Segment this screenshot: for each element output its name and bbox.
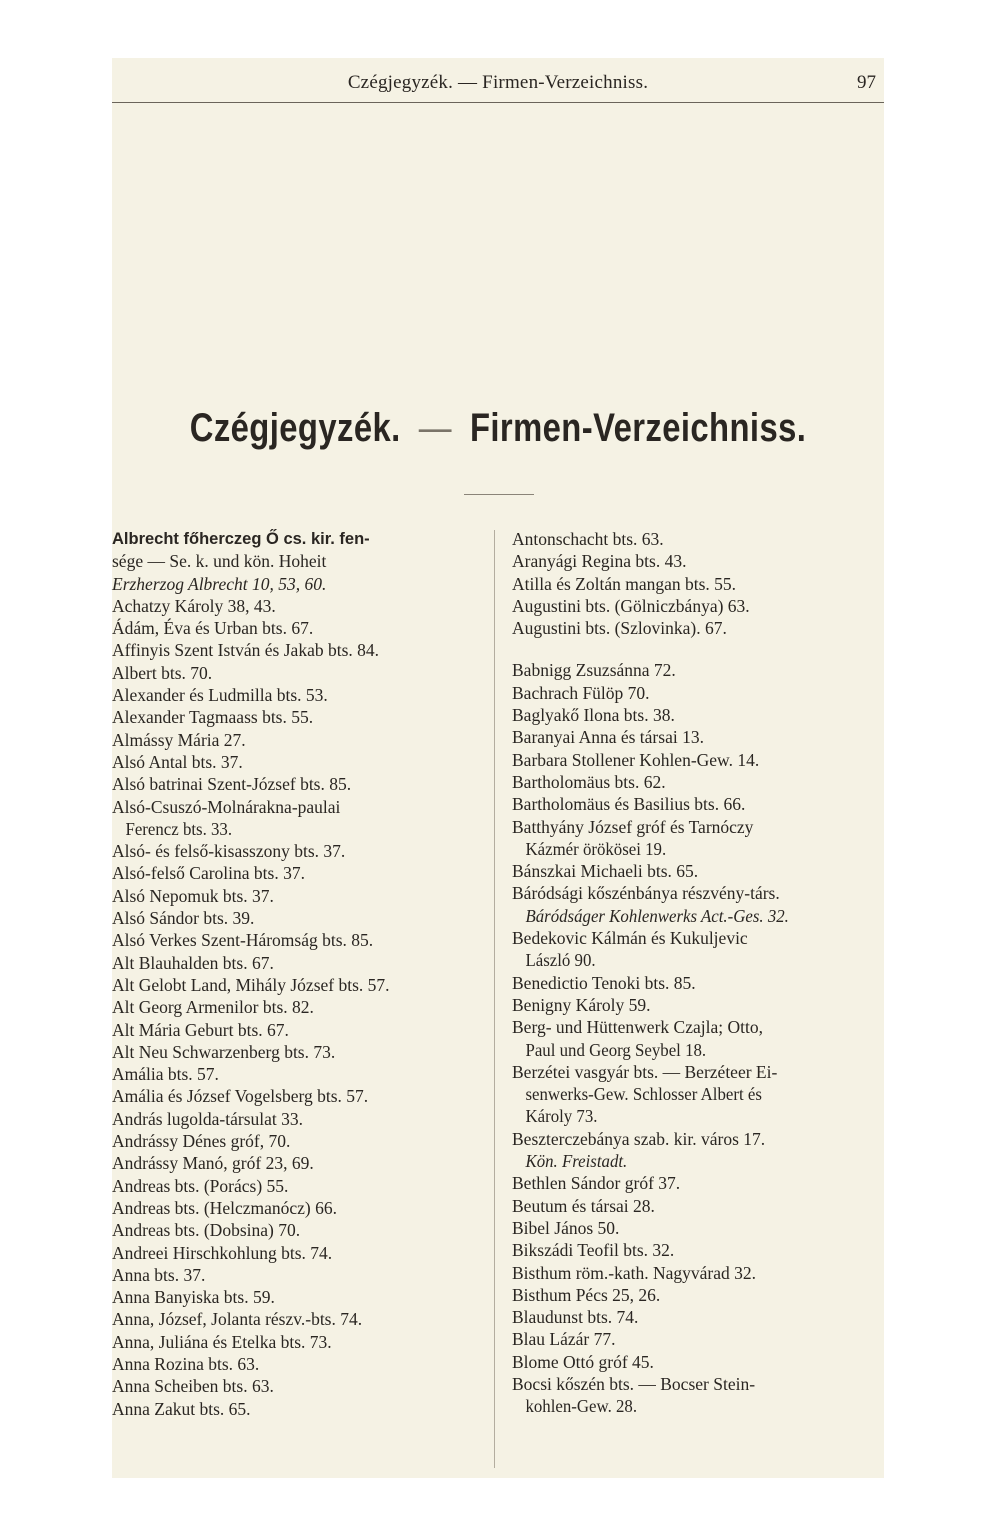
index-entry: Almássy Mária 27.	[112, 729, 246, 750]
index-entry: Alexander Tagmaass bts. 55.	[112, 707, 314, 728]
column-divider	[494, 530, 495, 1468]
index-entry: Baranyai Anna és társai 13.	[512, 727, 704, 748]
index-entry: Beutum és társai 28.	[512, 1195, 655, 1216]
right-column-b-group	[512, 659, 880, 1417]
index-entry: Bisthum röm.-kath. Nagyvárad 32.	[512, 1262, 756, 1283]
index-entry: Bisthum Pécs 25, 26.	[512, 1284, 661, 1305]
index-entry: Atilla és Zoltán mangan bts. 55.	[512, 573, 737, 594]
header-rule	[112, 102, 884, 103]
index-entry: Kázmér örökösei 19.	[525, 838, 667, 859]
index-entry: Andreas bts. (Helczmanócz) 66.	[112, 1197, 337, 1218]
index-entry: Alsó batrinai Szent-József bts. 85.	[112, 774, 352, 795]
index-entry: Alsó Sándor bts. 39.	[112, 908, 255, 929]
index-entry: Barbara Stollener Kohlen-Gew. 14.	[512, 749, 760, 770]
index-entry: Anna bts. 37.	[112, 1264, 206, 1285]
index-entry: Amália bts. 57.	[112, 1064, 219, 1085]
index-entry: Anna Banyiska bts. 59.	[112, 1287, 275, 1308]
index-entry: Benigny Károly 59.	[512, 994, 651, 1015]
index-entry: Bachrach Fülöp 70.	[512, 682, 650, 703]
right-column-a-group	[512, 528, 880, 639]
index-entry: Báródságer Kohlenwerks Act.-Ges. 32.	[525, 905, 789, 926]
index-entry: Kön. Freistadt.	[525, 1151, 628, 1172]
book-page	[112, 58, 884, 1478]
index-entry: Anna Zakut bts. 65.	[112, 1398, 251, 1419]
index-entry: kohlen-Gew. 28.	[525, 1396, 638, 1417]
group-gap	[512, 639, 880, 659]
index-entry: Ferencz bts. 33.	[125, 818, 233, 839]
index-entry: Andreei Hirschkohlung bts. 74.	[112, 1242, 333, 1263]
index-entry: Babnigg Zsuzsánna 72.	[512, 660, 676, 681]
index-entry: sége — Se. k. und kön. Hoheit	[112, 551, 327, 572]
index-entry: Károly 73.	[525, 1106, 598, 1127]
index-entry: Batthyány József gróf és Tarnóczy	[512, 816, 754, 837]
index-entry: Berg- und Hüttenwerk Czajla; Otto,	[512, 1017, 763, 1038]
right-column	[512, 528, 880, 1418]
index-entry: Albrecht főherczeg Ő cs. kir. fen-	[112, 530, 370, 548]
index-entry: Andreas bts. (Porács) 55.	[112, 1175, 289, 1196]
title-german: Firmen-Verzeichniss.	[469, 406, 807, 450]
index-entry: Alt Neu Schwarzenberg bts. 73.	[112, 1041, 336, 1062]
index-entry: Alsó Antal bts. 37.	[112, 751, 243, 772]
index-entry: Alt Georg Armenilor bts. 82.	[112, 997, 314, 1018]
index-entry: Berzétei vasgyár bts. — Berzéteer Ei-	[512, 1061, 778, 1082]
index-entry: Paul und Georg Seybel 18.	[525, 1039, 707, 1060]
index-entry: Alsó Verkes Szent-Háromság bts. 85.	[112, 930, 374, 951]
index-entry: Baglyakő Ilona bts. 38.	[512, 705, 675, 726]
index-entry: Anna Rozina bts. 63.	[112, 1353, 260, 1374]
index-entry: Augustini bts. (Gölniczbánya) 63.	[512, 595, 750, 616]
index-entry: Bikszádi Teofil bts. 32.	[512, 1240, 675, 1261]
index-entry: Andrássy Dénes gróf, 70.	[112, 1131, 291, 1152]
index-entry: Báródsági kőszénbánya részvény-társ.	[512, 883, 780, 904]
index-entry: Bethlen Sándor gróf 37.	[512, 1173, 681, 1194]
index-entry: Andrássy Manó, gróf 23, 69.	[112, 1153, 314, 1174]
index-entry: Anna Scheiben bts. 63.	[112, 1376, 274, 1397]
index-entry: Ádám, Éva és Urban bts. 67.	[112, 618, 314, 639]
index-entry: Alt Blauhalden bts. 67.	[112, 952, 274, 973]
index-entry: Blome Ottó gróf 45.	[512, 1351, 654, 1372]
index-entry: Alsó-Csuszó-Molnárakna-paulai	[112, 796, 341, 817]
index-entry: Alsó-felső Carolina bts. 37.	[112, 863, 305, 884]
index-entry: András lugolda-társulat 33.	[112, 1108, 303, 1129]
index-entry: Bánszkai Michaeli bts. 65.	[512, 861, 699, 882]
title-separator: —	[418, 406, 452, 450]
index-entry: Amália és József Vogelsberg bts. 57.	[112, 1086, 369, 1107]
index-entry: Alsó Nepomuk bts. 37.	[112, 885, 274, 906]
index-entry: Achatzy Károly 38, 43.	[112, 595, 276, 616]
index-entry: Alt Gelobt Land, Mihály József bts. 57.	[112, 974, 390, 995]
index-entry: Alsó- és felső-kisasszony bts. 37.	[112, 841, 346, 862]
index-entry: Beszterczebánya szab. kir. város 17.	[512, 1128, 766, 1149]
page-number: 97	[857, 72, 876, 93]
index-entry: Aranyági Regina bts. 43.	[512, 551, 687, 572]
index-entry: Blaudunst bts. 74.	[512, 1307, 639, 1328]
index-entry: Anna, József, Jolanta részv.-bts. 74.	[112, 1309, 363, 1330]
index-entry: Bedekovic Kálmán és Kukuljevic	[512, 928, 748, 949]
index-entry: Affinyis Szent István és Jakab bts. 84.	[112, 640, 380, 661]
index-entry: Bocsi kőszén bts. — Bocser Stein-	[512, 1373, 756, 1394]
index-entry: Erzherzog Albrecht 10, 53, 60.	[112, 573, 327, 594]
index-entry: senwerks-Gew. Schlosser Albert és	[525, 1084, 762, 1105]
index-entry: László 90.	[525, 950, 596, 971]
title-hungarian: Czégjegyzék.	[189, 406, 401, 450]
index-entry: Alt Mária Geburt bts. 67.	[112, 1019, 289, 1040]
index-entry: Anna, Juliána és Etelka bts. 73.	[112, 1331, 332, 1352]
index-entry: Alexander és Ludmilla bts. 53.	[112, 685, 328, 706]
index-entry: Blau Lázár 77.	[512, 1329, 616, 1350]
index-entry: Augustini bts. (Szlovinka). 67.	[512, 618, 727, 639]
left-column	[112, 528, 480, 1420]
running-header: Czégjegyzék. — Firmen-Verzeichniss.	[347, 72, 649, 93]
index-entry: Bibel János 50.	[512, 1217, 620, 1238]
index-entry: Benedictio Tenoki bts. 85.	[512, 972, 696, 993]
title-rule	[464, 494, 534, 495]
index-entry: Bartholomäus és Basilius bts. 66.	[512, 794, 746, 815]
index-entry: Antonschacht bts. 63.	[512, 529, 664, 549]
index-entry: Albert bts. 70.	[112, 662, 213, 683]
section-title	[181, 406, 814, 451]
index-entry: Bartholomäus bts. 62.	[512, 771, 666, 792]
index-entry: Andreas bts. (Dobsina) 70.	[112, 1220, 301, 1241]
